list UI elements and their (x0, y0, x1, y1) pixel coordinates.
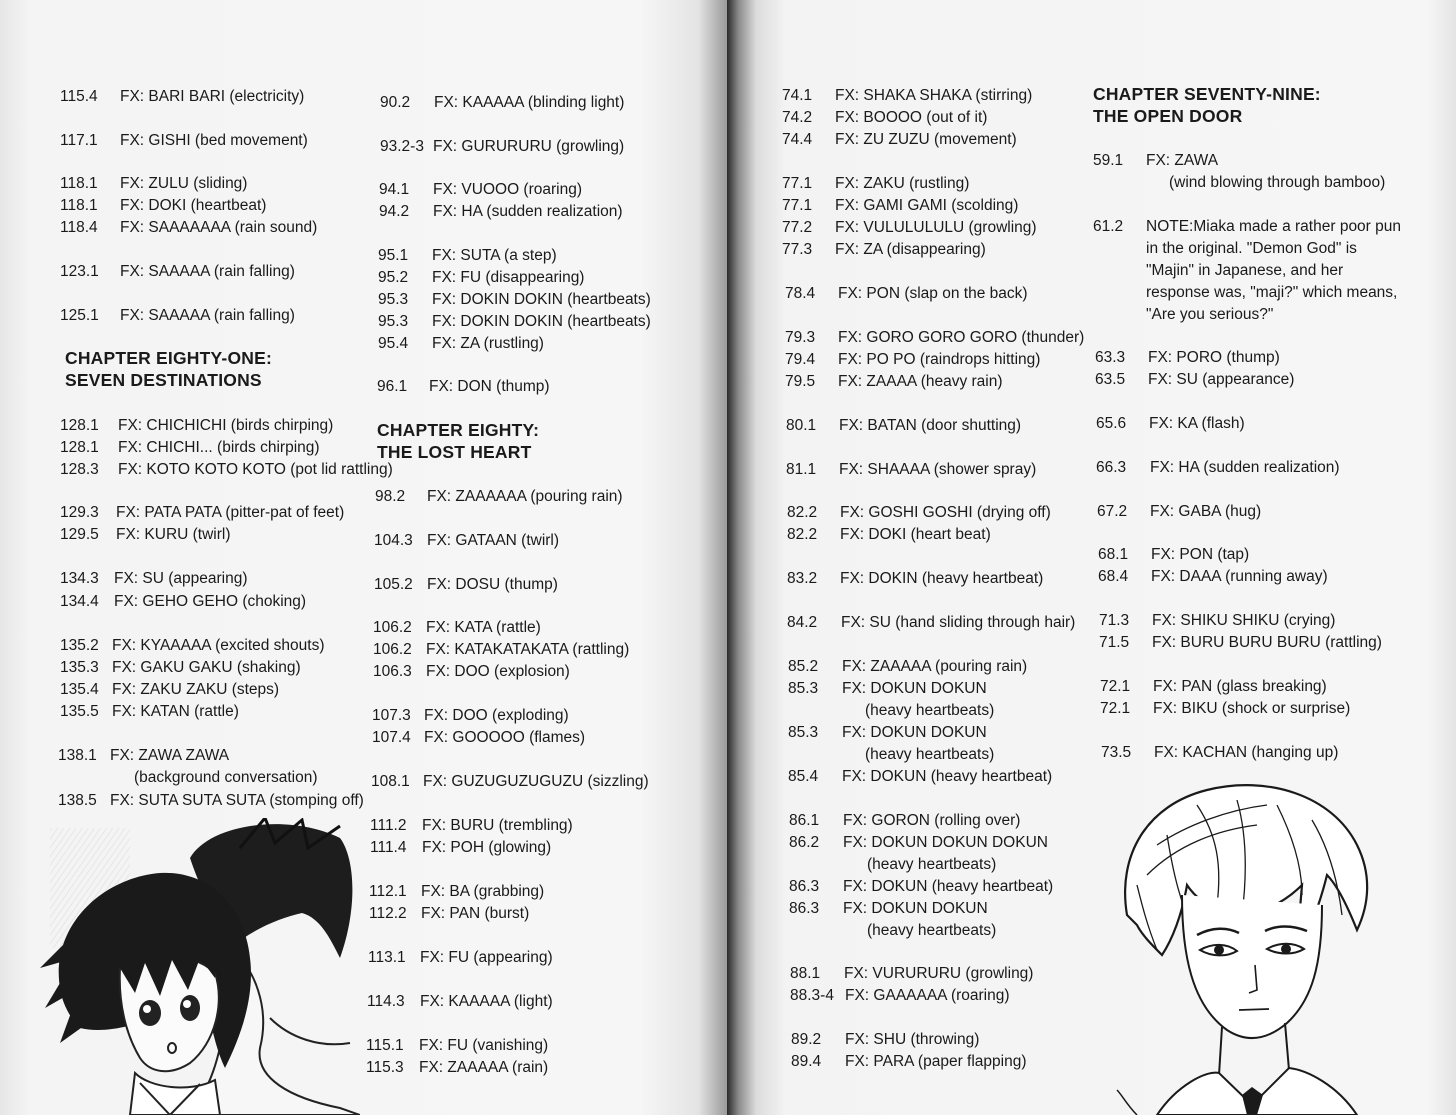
fx-text: FX: DOKIN DOKIN (heartbeats) (432, 313, 651, 330)
fx-text: FX: ZAAAAA (pouring rain) (842, 658, 1028, 675)
page-panel-number: 138.1 (58, 747, 97, 764)
fx-text: FX: DOKUN DOKUN (842, 724, 987, 741)
fx-text: FX: HA (sudden realization) (1150, 459, 1340, 476)
page-panel-number: 117.1 (60, 132, 98, 149)
man-mouth (1239, 1009, 1269, 1010)
fx-text: FX: GAAAAAA (roaring) (845, 987, 1010, 1004)
page-panel-number: 85.2 (788, 658, 819, 675)
fx-text: FX: CHICHI... (birds chirping) (118, 439, 320, 456)
page-panel-number: 128.3 (60, 461, 99, 478)
page-panel-number: 135.3 (60, 659, 99, 676)
page-panel-number: 61.2 (1093, 218, 1124, 235)
fx-text: FX: ZAAAA (heavy rain) (838, 373, 1003, 390)
page-panel-number: 115.3 (366, 1059, 404, 1076)
page-panel-number: 111.2 (370, 817, 407, 834)
page-panel-number: 115.4 (60, 88, 98, 105)
page-panel-number: 135.4 (60, 681, 99, 698)
page-panel-number: 89.4 (791, 1053, 822, 1070)
fx-text: FX: FU (disappearing) (432, 269, 585, 286)
fx-text: FX: DOKIN (heavy heartbeat) (840, 570, 1044, 587)
fx-text: FX: GORO GORO GORO (thunder) (838, 329, 1085, 346)
page-panel-number: 135.2 (60, 637, 99, 654)
fx-text-continued: (wind blowing through bamboo) (1169, 174, 1386, 191)
page-panel-number: 104.3 (374, 532, 413, 549)
young-man-illustration (1097, 765, 1397, 1115)
fx-text: FX: ZAKU (rustling) (835, 175, 970, 192)
page-panel-number: 77.3 (782, 241, 813, 258)
fx-text: FX: GOSHI GOSHI (drying off) (840, 504, 1051, 521)
page-panel-number: 82.2 (787, 504, 818, 521)
fx-text: FX: VUOOO (roaring) (433, 181, 582, 198)
left-page (0, 0, 727, 1115)
fx-text-continued: (background conversation) (134, 769, 318, 786)
fx-text: FX: DON (thump) (429, 378, 550, 395)
page-panel-number: 81.1 (786, 461, 817, 478)
page-panel-number: 123.1 (60, 263, 99, 280)
fx-text: FX: PAN (burst) (421, 905, 530, 922)
page-panel-number: 85.3 (788, 724, 819, 741)
fx-text: FX: SAAAAA (rain falling) (120, 263, 295, 280)
chapter-heading (65, 347, 272, 391)
page-panel-number: 71.5 (1099, 634, 1130, 651)
fx-text: FX: KAAAAA (light) (420, 993, 553, 1010)
page-panel-number: 118.1 (60, 175, 98, 192)
fx-text: FX: CHICHICHI (birds chirping) (118, 417, 334, 434)
page-panel-number: 135.5 (60, 703, 99, 720)
fx-text: FX: SHU (throwing) (845, 1031, 980, 1048)
page-panel-number: 111.4 (370, 839, 407, 856)
fx-text: FX: SU (appearing) (114, 570, 248, 587)
fx-text: FX: PAN (glass breaking) (1153, 678, 1327, 695)
page-panel-number: 94.2 (379, 203, 410, 220)
fx-text: FX: ZAKU ZAKU (steps) (112, 681, 280, 698)
page-panel-number: 73.5 (1101, 744, 1132, 761)
page-panel-number: 79.4 (785, 351, 816, 368)
page-panel-number: 85.4 (788, 768, 819, 785)
page-panel-number: 68.4 (1098, 568, 1129, 585)
chapter-heading-line1: CHAPTER EIGHTY-ONE: (65, 348, 273, 368)
page-panel-number: 95.4 (378, 335, 409, 352)
page-panel-number: 134.4 (60, 593, 99, 610)
fx-text-continued: (heavy heartbeats) (867, 856, 997, 873)
page-panel-number: 107.4 (372, 729, 411, 746)
fx-text: FX: KACHAN (hanging up) (1154, 744, 1339, 761)
fx-text: FX: BATAN (door shutting) (839, 417, 1022, 434)
page-panel-number: 84.2 (787, 614, 818, 631)
page-panel-number: 105.2 (374, 576, 413, 593)
fx-text: FX: GAKU GAKU (shaking) (112, 659, 301, 676)
page-panel-number: 63.3 (1095, 349, 1126, 366)
fx-text: FX: PON (slap on the back) (838, 285, 1028, 302)
page-panel-number: 63.5 (1095, 371, 1126, 388)
chapter-heading-line2: THE LOST HEART (377, 442, 532, 462)
girl-eye-left (139, 1000, 161, 1026)
page-panel-number: 86.3 (789, 878, 820, 895)
fx-text: FX: KATAN (rattle) (112, 703, 239, 720)
fx-text: FX: KATAKATAKATA (rattling) (426, 641, 630, 658)
page-panel-number: 108.1 (371, 773, 410, 790)
fx-text: FX: ZAAAAAA (pouring rain) (427, 488, 623, 505)
page-panel-number: 125.1 (60, 307, 99, 324)
fx-text: FX: PO PO (raindrops hitting) (838, 351, 1041, 368)
fx-text: FX: GOOOOO (flames) (424, 729, 586, 746)
page-panel-number: 71.3 (1099, 612, 1130, 629)
fx-text: FX: GISHI (bed movement) (120, 132, 308, 149)
page-panel-number: 128.1 (60, 439, 99, 456)
fx-text: FX: PARA (paper flapping) (845, 1053, 1027, 1070)
page-panel-number: 93.2-3 (380, 138, 424, 155)
fx-text: FX: DOKUN (heavy heartbeat) (843, 878, 1054, 895)
page-panel-number: 95.3 (378, 313, 409, 330)
page-panel-number: 138.5 (58, 792, 97, 809)
fx-text: FX: BARI BARI (electricity) (120, 88, 305, 105)
page-panel-number: 72.1 (1100, 700, 1131, 717)
page-panel-number: 86.3 (789, 900, 820, 917)
page-panel-number: 106.2 (373, 641, 412, 658)
page-panel-number: 88.1 (790, 965, 821, 982)
page-panel-number: 80.1 (786, 417, 817, 434)
page-panel-number: 85.3 (788, 680, 819, 697)
fx-text-continued: (heavy heartbeats) (865, 746, 995, 763)
page-panel-number: 96.1 (377, 378, 408, 395)
page-panel-number: 95.1 (378, 247, 409, 264)
page-panel-number: 83.2 (787, 570, 818, 587)
page-panel-number: 59.1 (1093, 152, 1124, 169)
fx-text: FX: ZAAAAA (rain) (419, 1059, 549, 1076)
page-panel-number: 113.1 (368, 949, 406, 966)
page-panel-number: 98.2 (375, 488, 406, 505)
couple-illustration (40, 818, 360, 1115)
page-panel-number: 107.3 (372, 707, 411, 724)
fx-text: FX: SUTA (a step) (432, 247, 557, 264)
page-panel-number: 86.1 (789, 812, 820, 829)
fx-text: FX: BA (grabbing) (421, 883, 545, 900)
fx-text: FX: SHIKU SHIKU (crying) (1152, 612, 1336, 629)
fx-text: FX: DOKUN (heavy heartbeat) (842, 768, 1053, 785)
page-panel-number: 94.1 (379, 181, 410, 198)
page-panel-number: 65.6 (1096, 415, 1127, 432)
fx-text: FX: VULULULULU (growling) (835, 219, 1037, 236)
note-line: response was, "maji?" which means, (1146, 284, 1398, 301)
page-panel-number: 106.2 (373, 619, 412, 636)
fx-text: FX: GUZUGUZUGUZU (sizzling) (423, 773, 649, 790)
fx-text: FX: GEHO GEHO (choking) (114, 593, 307, 610)
note-line: NOTE:Miaka made a rather poor pun (1146, 218, 1402, 235)
fx-text: FX: GURURURU (growling) (433, 138, 625, 155)
note-line: in the original. "Demon God" is (1146, 240, 1357, 257)
right-page (727, 0, 1456, 1115)
fx-text: FX: ZAWA ZAWA (110, 747, 230, 764)
fx-text: FX: DOKUN DOKUN (842, 680, 987, 697)
fx-text: FX: FU (vanishing) (419, 1037, 549, 1054)
fx-text: FX: HA (sudden realization) (433, 203, 623, 220)
fx-text: FX: GABA (hug) (1150, 503, 1262, 520)
page-panel-number: 89.2 (791, 1031, 822, 1048)
fx-text: FX: DOKI (heart beat) (840, 526, 991, 543)
fx-text: FX: SAAAAAAA (rain sound) (120, 219, 318, 236)
chapter-heading-line1: CHAPTER SEVENTY-NINE: (1093, 84, 1321, 104)
fx-text: FX: KURU (twirl) (116, 526, 231, 543)
fx-text: FX: ZA (rustling) (432, 335, 544, 352)
page-panel-number: 115.1 (366, 1037, 404, 1054)
page-panel-number: 77.1 (782, 197, 813, 214)
fx-text: FX: BURU BURU BURU (rattling) (1152, 634, 1382, 651)
fx-text: FX: GORON (rolling over) (843, 812, 1021, 829)
fx-text-continued: (heavy heartbeats) (867, 922, 997, 939)
man-face (1182, 895, 1322, 1038)
note-line: "Majin" in Japanese, and her (1146, 262, 1344, 279)
fx-text: FX: DOKIN DOKIN (heartbeats) (432, 291, 651, 308)
fx-text: FX: ZA (disappearing) (835, 241, 986, 258)
page-panel-number: 106.3 (373, 663, 412, 680)
fx-text: FX: BOOOO (out of it) (835, 109, 988, 126)
page-panel-number: 128.1 (60, 417, 99, 434)
fx-text: FX: SU (hand sliding through hair) (841, 614, 1076, 631)
page-panel-number: 88.3-4 (790, 987, 834, 1004)
page-panel-number: 74.1 (782, 87, 813, 104)
chapter-heading (377, 419, 539, 463)
chapter-heading-line1: CHAPTER EIGHTY: (377, 420, 540, 440)
fx-text: FX: DOKI (heartbeat) (120, 197, 267, 214)
fx-text: FX: SU (appearance) (1148, 371, 1295, 388)
fx-text: FX: ZU ZUZU (movement) (835, 131, 1017, 148)
page-panel-number: 112.1 (369, 883, 407, 900)
fx-text: FX: VURURURU (growling) (844, 965, 1034, 982)
fx-text: FX: DOO (exploding) (424, 707, 569, 724)
page-panel-number: 118.4 (60, 219, 98, 236)
fx-text: FX: GAMI GAMI (scolding) (835, 197, 1019, 214)
page-panel-number: 114.3 (367, 993, 405, 1010)
fx-text: FX: BURU (trembling) (422, 817, 573, 834)
page-panel-number: 79.5 (785, 373, 816, 390)
page-panel-number: 77.2 (782, 219, 813, 236)
page-panel-number: 67.2 (1097, 503, 1128, 520)
page-panel-number: 77.1 (782, 175, 813, 192)
fx-text: FX: PORO (thump) (1148, 349, 1280, 366)
fx-text: FX: DOO (explosion) (426, 663, 570, 680)
fx-text: FX: ZAWA (1146, 152, 1219, 169)
fx-text: FX: PON (tap) (1151, 546, 1250, 563)
page-panel-number: 82.2 (787, 526, 818, 543)
fx-text: FX: KOTO KOTO KOTO (pot lid rattling) (118, 461, 393, 478)
fx-text: FX: DOKUN DOKUN DOKUN (843, 834, 1048, 851)
fx-text-continued: (heavy heartbeats) (865, 702, 995, 719)
chapter-heading (1093, 83, 1321, 127)
fx-text: FX: FU (appearing) (420, 949, 553, 966)
fx-text: FX: ZULU (sliding) (120, 175, 248, 192)
page-panel-number: 68.1 (1098, 546, 1129, 563)
fx-text: FX: KAAAAA (blinding light) (434, 94, 625, 111)
fx-text: FX: DOSU (thump) (427, 576, 558, 593)
note-line: "Are you serious?" (1146, 306, 1274, 323)
page-panel-number: 129.3 (60, 504, 99, 521)
page-panel-number: 90.2 (380, 94, 411, 111)
chapter-heading-line2: SEVEN DESTINATIONS (65, 370, 262, 390)
fx-text: FX: KYAAAAA (excited shouts) (112, 637, 325, 654)
page-panel-number: 79.3 (785, 329, 816, 346)
page-panel-number: 66.3 (1096, 459, 1127, 476)
fx-text: FX: DOKUN DOKUN (843, 900, 988, 917)
chapter-heading-line2: THE OPEN DOOR (1093, 106, 1243, 126)
fx-text: FX: POH (glowing) (422, 839, 552, 856)
page-panel-number: 78.4 (785, 285, 816, 302)
page-panel-number: 95.2 (378, 269, 409, 286)
fx-text: FX: BIKU (shock or surprise) (1153, 700, 1351, 717)
fx-text: FX: SHAKA SHAKA (stirring) (835, 87, 1033, 104)
fx-text: FX: SAAAAA (rain falling) (120, 307, 295, 324)
girl-eye-right (180, 995, 200, 1021)
page-panel-number: 95.3 (378, 291, 409, 308)
fx-text: FX: PATA PATA (pitter-pat of feet) (116, 504, 345, 521)
fx-text: FX: SHAAAA (shower spray) (839, 461, 1037, 478)
page-panel-number: 134.3 (60, 570, 99, 587)
fx-text: FX: GATAAN (twirl) (427, 532, 560, 549)
fx-text: FX: DAAA (running away) (1151, 568, 1328, 585)
page-panel-number: 72.1 (1100, 678, 1131, 695)
fx-text: FX: KA (flash) (1149, 415, 1245, 432)
page-panel-number: 86.2 (789, 834, 820, 851)
page-panel-number: 118.1 (60, 197, 98, 214)
fx-text: FX: KATA (rattle) (426, 619, 541, 636)
page-panel-number: 129.5 (60, 526, 99, 543)
page-panel-number: 74.4 (782, 131, 813, 148)
page-panel-number: 74.2 (782, 109, 813, 126)
fx-text: FX: SUTA SUTA SUTA (stomping off) (110, 792, 364, 809)
page-panel-number: 112.2 (369, 905, 407, 922)
